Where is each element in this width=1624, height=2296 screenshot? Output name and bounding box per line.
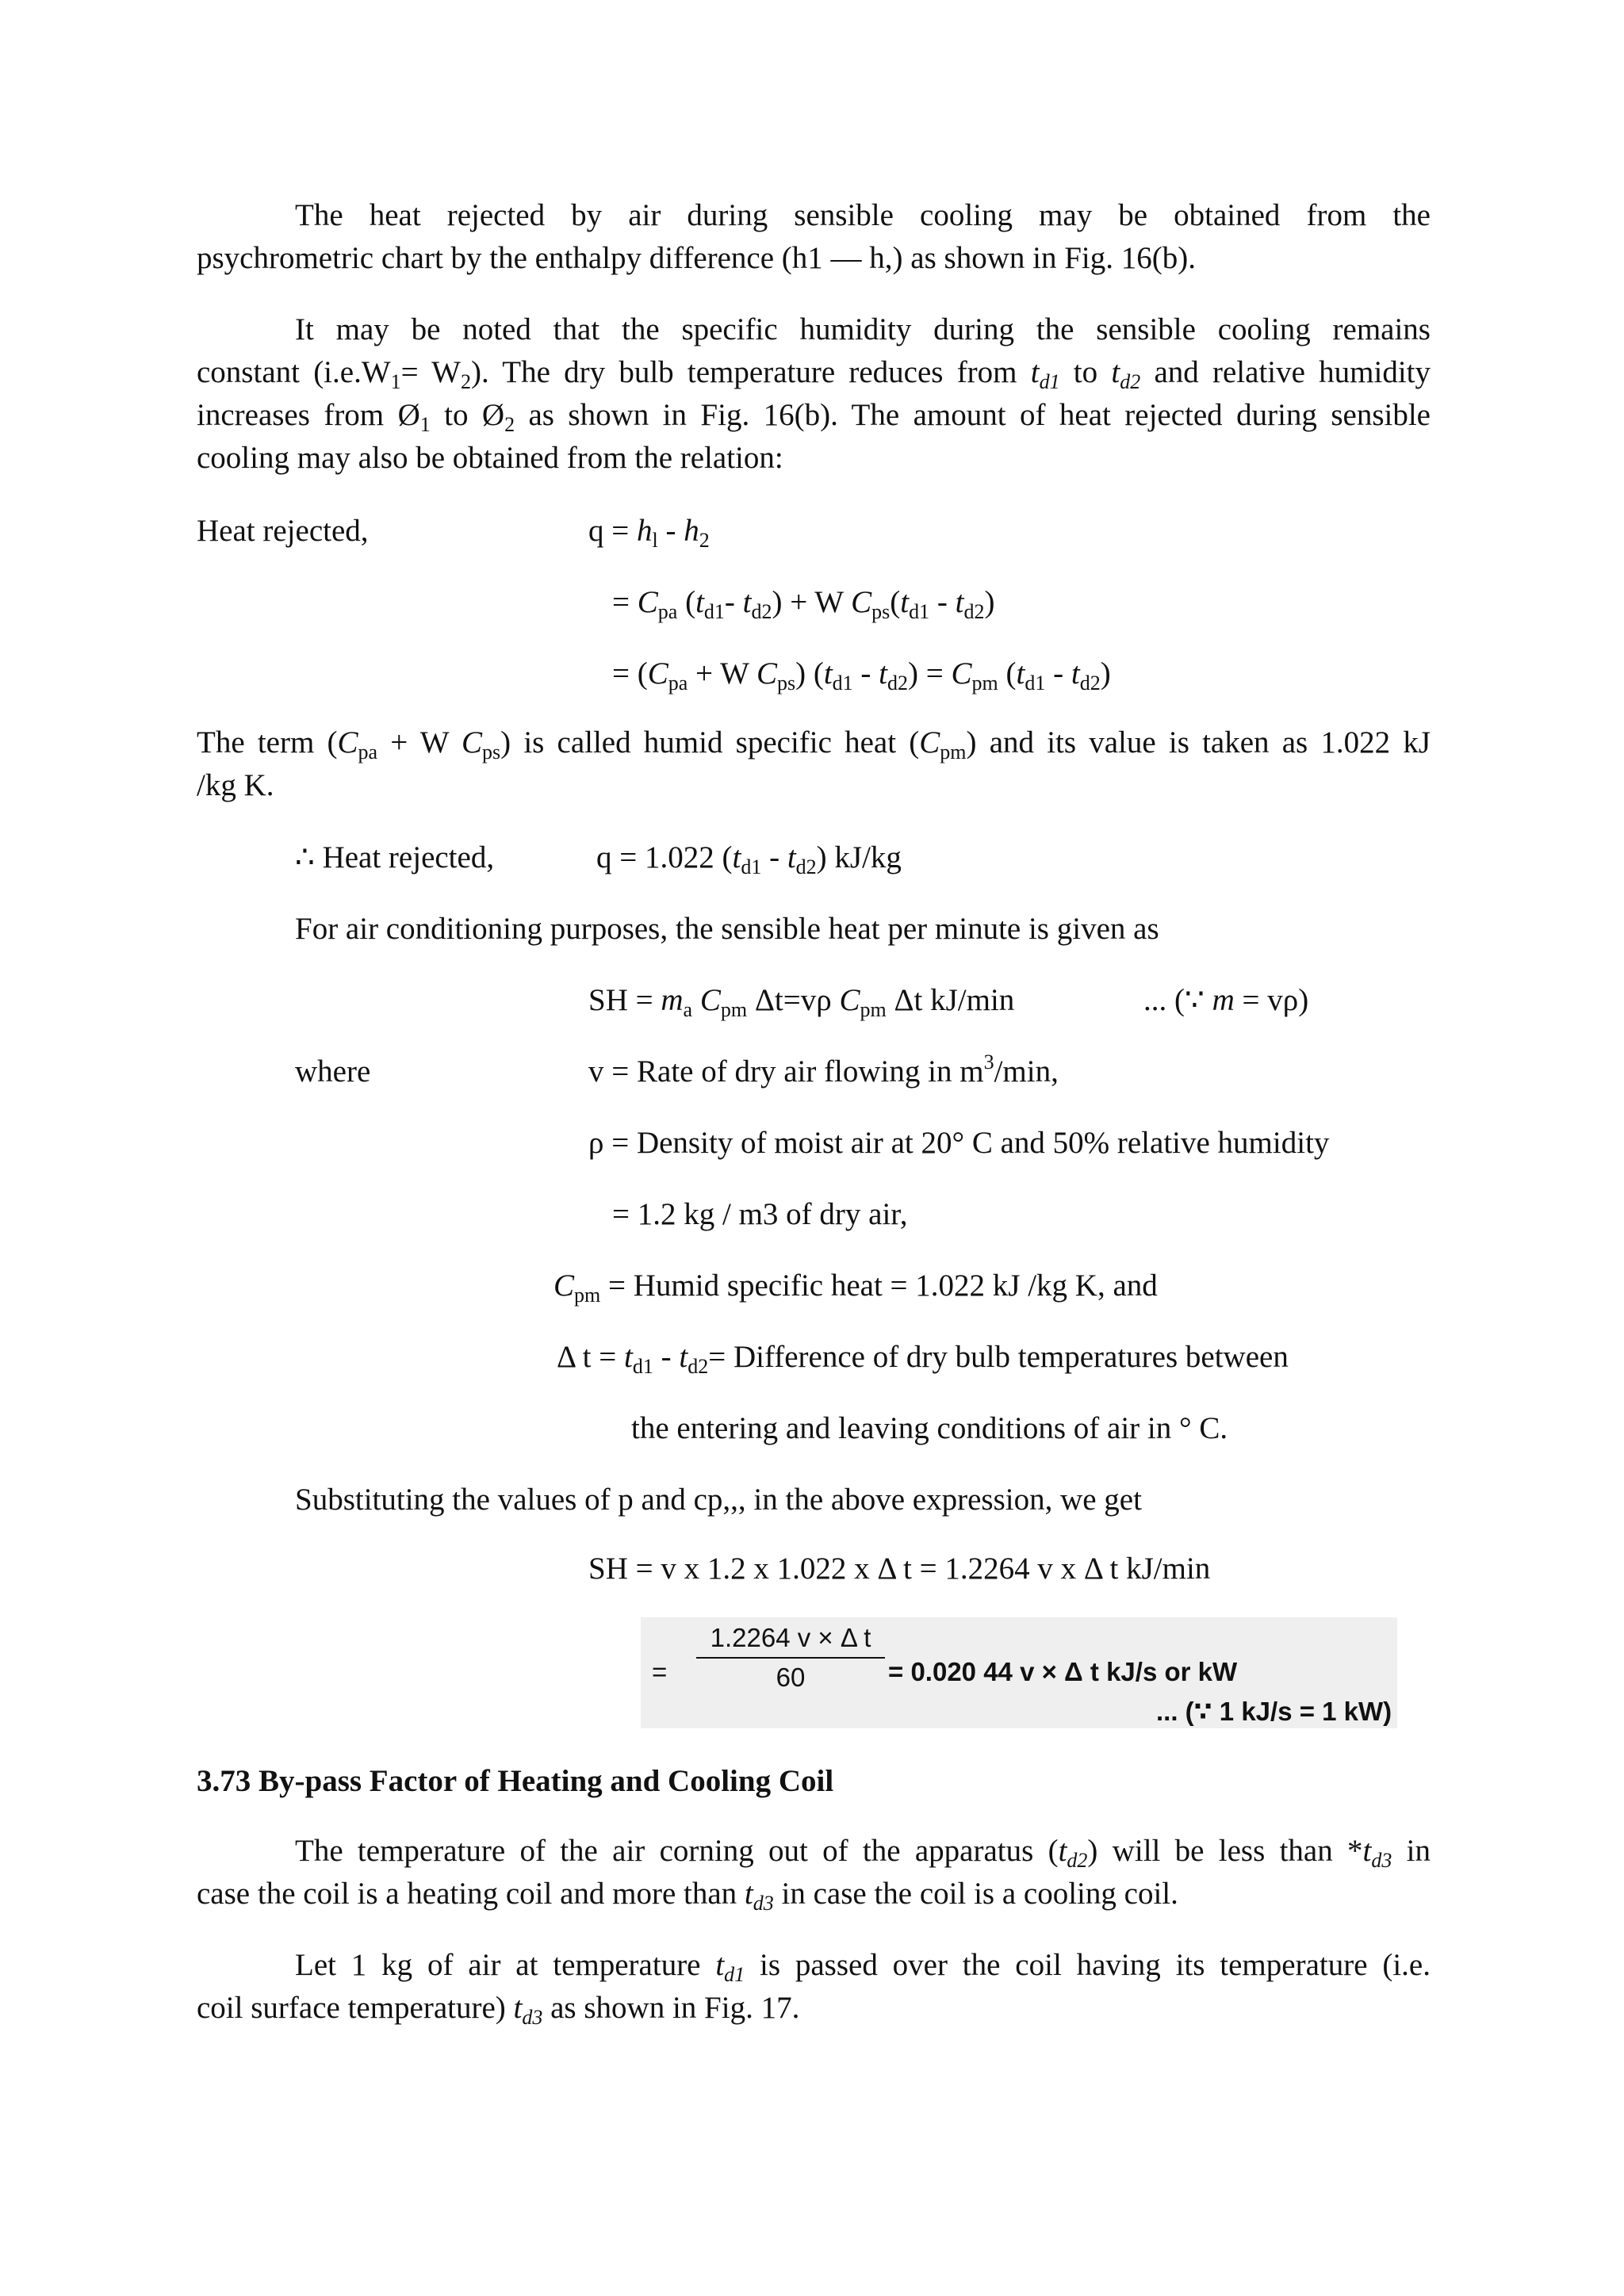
paragraph-substituting: Substituting the values of p and cp,,, in the above expression, we get	[295, 1483, 1142, 1517]
equation-label: Heat rejected,	[197, 514, 369, 548]
equation-note: ... (∵ 1 kJ/s = 1 kW)	[1156, 1697, 1392, 1726]
equation-combined: = ($C_{pa} + W$ $C_{ps}$) $(t_{d1} - t_{d2}) = C_{pm}$ $(t_{d1} - t_{d2})$	[612, 656, 1111, 695]
text-line: case the coil is a heating coil and more than $t_{d3}$ in case the coil is a cooling coil.	[197, 1877, 1178, 1915]
equation-result: = 0.020 44 v × Δ t kJ/s or kW	[888, 1657, 1238, 1686]
definition-delta-t-cont: the entering and leaving conditions of air in ° C.	[631, 1411, 1228, 1445]
paragraph-sensible-heat-intro: For air conditioning purposes, the sensible heat per minute is given as	[295, 912, 1159, 946]
text-line: increases from $Ø_1$ to $Ø_2$ as shown in Fig. 16(b). The amount of heat rejected during sensible	[197, 398, 1431, 436]
definition-v: v = Rate of dry air flowing in $m^3/\min$,	[588, 1050, 1059, 1089]
text-line: /kg K.	[197, 768, 274, 802]
paragraph-coil-temperature	[197, 1830, 1431, 1915]
paragraph-specific-humidity	[197, 308, 1431, 480]
text-line: The term ($C_{pa} + W$ $C_{ps}$) is called humid specific heat $(C_{pm})$ and its value is taken as 1.022 kJ	[197, 725, 1431, 763]
fraction-denominator: 60	[776, 1663, 806, 1692]
text-line: The heat rejected by air during sensible cooling may be obtained from the	[295, 198, 1431, 232]
equation-heat-rejected-value: q = 1.022 $(t_{d1} - t_{d2})$ kJ/kg	[596, 840, 902, 878]
equation-note: ... (∵ m = vρ)	[1143, 983, 1309, 1017]
equation-image-sh-kw	[641, 1617, 1397, 1728]
text-line: Let 1 kg of air at temperature $t_{d1}$ is passed over the coil having its temperature (i.e.	[295, 1948, 1431, 1986]
definition-rho-value: = 1.2 kg / m3 of dry air,	[612, 1197, 908, 1231]
paragraph-coil-surface	[197, 1944, 1431, 2030]
equation-sh-substituted: SH = v x 1.2 x 1.022 x Δ t = 1.2264 v x Δ t kJ/min	[588, 1552, 1211, 1586]
definition-rho: ρ = Density of moist air at 20° C and 50% relative humidity	[588, 1126, 1330, 1160]
equation-heat-rejected: $q = h_l - h_2$	[588, 514, 710, 552]
section-heading: 3.73 By-pass Factor of Heating and Cooling Coil	[197, 1764, 834, 1798]
fraction	[696, 1622, 885, 1693]
equation-label: ∴ Heat rejected,	[295, 840, 495, 874]
definition-cpm: $C_{pm}$ = Humid specific heat = 1.022 kJ /kg K, and	[553, 1269, 1158, 1307]
definition-delta-t: Δ $t = t_{d1} - t_{d2}=$ Difference of dry bulb temperatures between	[557, 1340, 1289, 1378]
text-line: constant $(i.e.W_1= W_2)$. The dry bulb temperature reduces from $t_{d1}$ to $t_{d2}$ and relative humidity	[197, 355, 1431, 393]
text-line: psychrometric chart by the enthalpy difference (h1 — h,) as shown in Fig. 16(b).	[197, 241, 1196, 275]
text-line: cooling may also be obtained from the relation:	[197, 441, 783, 475]
paragraph-humid-specific-heat	[197, 721, 1431, 807]
fraction-numerator: 1.2264 v × Δ t	[710, 1623, 871, 1652]
where-label: where	[295, 1054, 371, 1089]
fraction-bar	[696, 1657, 885, 1659]
text-line: The temperature of the air corning out of the apparatus $(t_{d2})$ will be less than $*t_{d3}$ in	[295, 1834, 1431, 1872]
text-line: It may be noted that the specific humidity during the sensible cooling remains	[295, 312, 1431, 346]
equation-expanded: = $C_{pa}$ ($t_{d1}-$ $t_{d2}) + W$ $C_{ps}(t_{d1} - t_{d2})$	[612, 585, 995, 623]
paragraph-heat-rejected	[197, 194, 1431, 280]
text-line: coil surface temperature) $t_{d3}$ as shown in Fig. 17.	[197, 1991, 800, 2029]
equation-sensible-heat: SH = $m_a$ $C_{pm}$ Δt=vρ $C_{pm}$ Δt kJ/min	[588, 983, 1015, 1021]
equals-sign: =	[652, 1657, 668, 1686]
